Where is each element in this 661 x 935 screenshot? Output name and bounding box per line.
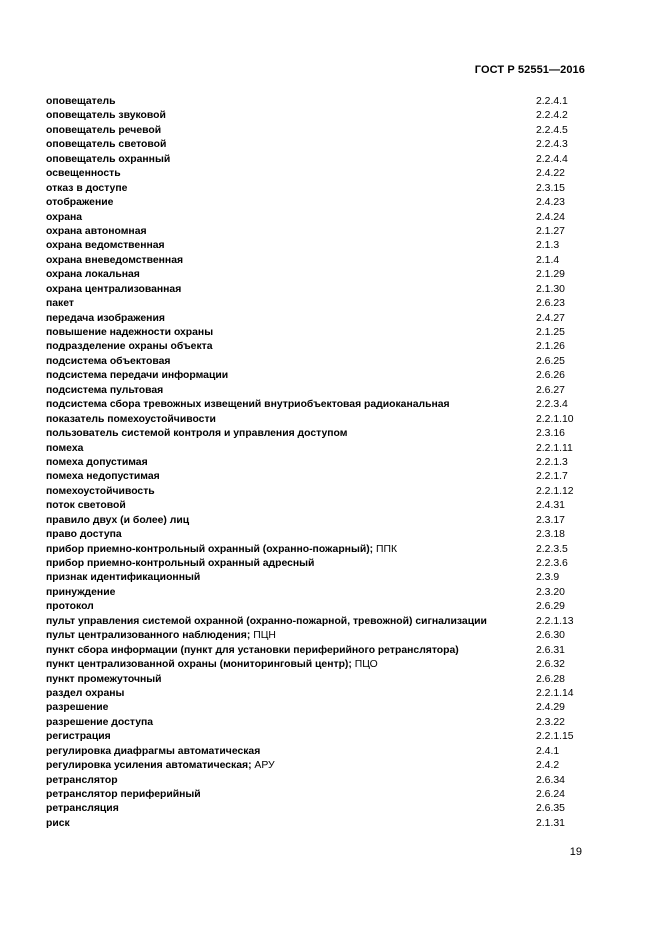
index-term-text: поток световой [46,500,126,512]
index-entry [46,427,586,441]
index-reference-number: 2.6.24 [536,789,565,800]
index-term [46,326,213,340]
index-reference-number: 2.1.3 [536,240,560,252]
index-term-text: охрана локальная [46,269,140,281]
index-entry [46,95,586,109]
index-reference-number: 2.1.31 [536,817,565,829]
index-term [46,774,118,788]
index-entry [46,369,586,383]
index-term-text: ретранслятор [46,774,118,786]
index-term-text: пульт централизованного наблюдения; [46,630,251,642]
index-term-text: помеха [46,442,84,454]
index-term-text: оповещатель речевой [46,124,162,136]
index-reference-number: 2.6.35 [536,803,565,815]
index-term-text: регулировка усиления автоматическая; [46,760,252,772]
index-term [46,543,397,557]
index-term-text: подсистема объектовая [46,355,171,367]
index-reference-number: 2.6.28 [536,673,565,685]
index-term [46,745,260,759]
index-entry [46,730,586,744]
index-reference-number: 2.3.18 [536,529,565,541]
index-entry [46,600,586,614]
index-term-text: помеха допустимая [46,456,148,468]
index-reference-number: 2.4.22 [536,168,565,180]
index-entry [46,384,586,398]
index-reference-number: 2.2.1.7 [536,471,568,483]
index-term-text: пункт промежуточный [46,673,162,685]
index-reference-number: 2.1.4 [536,254,560,266]
term-index-list [46,95,586,831]
index-entry [46,485,586,499]
index-term [46,398,450,412]
index-term-text: отображение [46,197,114,209]
index-term [46,369,228,383]
index-reference-number: 2.6.31 [536,644,565,656]
index-entry [46,499,586,513]
index-term-text: повышение надежности охраны [46,327,214,338]
index-reference-number: 2.6.27 [536,384,565,396]
index-reference-number: 2.2.3.5 [536,543,568,555]
index-term [46,124,161,138]
index-term [46,239,165,253]
index-term-abbreviation: АРУ [251,760,275,772]
index-entry [46,687,586,701]
index-term-text: правило двух (и более) лиц [46,514,190,526]
index-reference-number: 2.4.2 [536,760,560,772]
index-entry [46,138,586,152]
index-term [46,802,119,816]
index-term [46,759,275,773]
index-term-text: освещенность [46,168,121,180]
index-term-text: регистрация [46,731,111,743]
index-term [46,615,487,629]
index-reference-number: 2.4.27 [536,312,565,324]
index-entry [46,470,586,484]
index-term [46,586,115,600]
index-term-text: раздел охраны [46,687,125,699]
index-term-text: право доступа [46,529,122,541]
index-entry [46,167,586,181]
index-reference-number: 2.2.1.12 [536,485,574,497]
index-term [46,514,189,528]
index-reference-number: 2.6.30 [536,630,565,642]
index-entry [46,701,586,715]
index-term [46,730,111,744]
index-entry [46,312,586,326]
index-reference-number: 2.6.26 [536,370,565,382]
index-entry [46,716,586,730]
index-reference-number: 2.3.16 [536,428,565,440]
index-term [46,138,166,152]
index-term [46,701,108,715]
index-entry [46,124,586,138]
index-term [46,600,94,614]
index-entry [46,673,586,687]
index-term [46,817,70,831]
index-reference-number: 2.3.22 [536,716,565,728]
index-entry [46,196,586,210]
index-term [46,644,459,658]
index-reference-number: 2.4.31 [536,500,565,512]
index-term-text: охрана централизованная [46,283,182,295]
index-entry [46,788,586,802]
index-reference-number: 2.2.3.6 [536,558,568,569]
index-entry [46,283,586,297]
index-term [46,312,165,326]
index-term-text: помехоустойчивость [46,485,155,497]
index-entry [46,355,586,369]
index-entry [46,254,586,268]
index-entry [46,413,586,427]
index-term-text: пульт управления системой охранной (охранно-пожарной, тревожной) сигнализации [46,615,487,627]
index-entry [46,774,586,788]
index-term-text: протокол [46,601,94,613]
index-term-text: охрана ведомственная [46,240,165,252]
index-reference-number: 2.2.4.2 [536,110,568,122]
index-term [46,470,160,484]
index-entry [46,225,586,239]
index-term-text: признак идентификационный [46,572,201,584]
index-term [46,268,140,282]
index-term-text: прибор приемно-контрольный охранный (охранно-пожарный); [46,543,374,555]
index-term [46,225,147,239]
index-entry [46,153,586,167]
index-term [46,153,170,167]
index-reference-number: 2.2.4.1 [536,96,568,107]
index-term-text: оповещатель звуковой [46,110,166,122]
index-term [46,499,126,513]
index-reference-number: 2.1.30 [536,283,565,295]
index-term-text: пакет [46,298,74,310]
index-reference-number: 2.4.24 [536,211,565,223]
index-term-text: оповещатель световой [46,139,167,151]
index-term-text: прибор приемно-контрольный охранный адресный [46,558,315,569]
index-entry [46,543,586,557]
index-reference-number: 2.3.15 [536,182,565,194]
index-term-text: оповещатель охранный [46,153,171,165]
index-entry [46,571,586,585]
index-term-text: принуждение [46,586,116,598]
index-term-text: подсистема сбора тревожных извещений внутриобъектовая радиоканальная [46,399,450,411]
index-entry [46,629,586,643]
index-reference-number: 2.1.26 [536,341,565,353]
index-term-text: охрана автономная [46,225,147,237]
index-reference-number: 2.2.4.4 [536,153,568,165]
document-header: ГОСТ Р 52551—2016 [474,64,585,76]
index-term-text: помеха недопустимая [46,471,160,483]
index-entry [46,211,586,225]
index-term [46,340,213,354]
index-term [46,427,347,441]
index-term-text: ретранслятор периферийный [46,789,201,800]
index-term [46,629,276,643]
index-term [46,557,314,571]
index-term [46,355,170,369]
index-reference-number: 2.2.1.11 [536,442,573,454]
index-reference-number: 2.1.27 [536,225,565,237]
index-entry [46,109,586,123]
index-term [46,687,124,701]
index-term-text: охрана вневедомственная [46,254,184,266]
index-reference-number: 2.3.20 [536,586,565,598]
index-reference-number: 2.2.1.13 [536,615,574,627]
index-reference-number: 2.1.25 [536,327,565,338]
index-term-abbreviation: ППК [373,543,398,555]
index-term [46,456,148,470]
index-term [46,442,83,456]
index-reference-number: 2.4.29 [536,702,565,714]
index-term-text: разрешение доступа [46,716,154,728]
index-reference-number: 2.2.4.3 [536,139,568,151]
index-term-text: подсистема передачи информации [46,370,229,382]
index-reference-number: 2.2.1.15 [536,731,574,743]
index-reference-number: 2.2.1.3 [536,456,568,468]
index-reference-number: 2.1.29 [536,269,565,281]
index-term-text: передача изображения [46,312,165,324]
index-term [46,658,378,672]
index-term [46,211,82,225]
index-term-abbreviation: ПЦН [250,630,276,642]
index-reference-number: 2.4.1 [536,745,560,757]
index-entry [46,615,586,629]
index-term-text: подразделение охраны объекта [46,341,213,353]
index-term-text: регулировка диафрагмы автоматическая [46,745,261,757]
index-term [46,485,155,499]
index-reference-number: 2.6.32 [536,659,565,671]
index-entry [46,182,586,196]
index-reference-number: 2.2.4.5 [536,124,568,136]
index-term-text: ретрансляция [46,803,119,815]
index-reference-number: 2.6.25 [536,355,565,367]
index-term [46,182,127,196]
index-reference-number: 2.6.23 [536,298,565,310]
index-term-text: риск [46,817,70,829]
index-entry [46,658,586,672]
index-reference-number: 2.4.23 [536,197,565,209]
index-reference-number: 2.2.1.14 [536,687,574,699]
index-entry [46,586,586,600]
index-entry [46,745,586,759]
index-reference-number: 2.6.29 [536,601,565,613]
index-term-text: пункт централизованной охраны (мониторинговый центр); [46,659,352,671]
index-term [46,196,113,210]
index-entry [46,817,586,831]
index-term [46,673,162,687]
index-term [46,788,201,802]
index-term [46,528,122,542]
index-term-text: отказ в доступе [46,182,128,194]
index-term-text: разрешение [46,702,109,714]
index-term-text: подсистема пультовая [46,384,164,396]
index-term [46,254,183,268]
index-entry [46,297,586,311]
index-entry [46,398,586,412]
index-term [46,109,166,123]
index-reference-number: 2.2.1.10 [536,413,574,425]
index-term [46,413,216,427]
index-entry [46,802,586,816]
index-term-text: оповещатель [46,96,116,107]
index-term [46,167,121,181]
index-term [46,297,74,311]
index-term [46,571,200,585]
index-entry [46,268,586,282]
index-entry [46,442,586,456]
index-term [46,384,163,398]
index-term-text: пользователь системой контроля и управления доступом [46,428,348,440]
index-entry [46,239,586,253]
index-entry [46,644,586,658]
index-term-text: охрана [46,211,83,223]
index-term-abbreviation: ПЦО [351,659,378,671]
index-term [46,716,153,730]
index-term [46,95,116,109]
index-reference-number: 2.3.17 [536,514,565,526]
index-reference-number: 2.6.34 [536,774,565,786]
index-term-text: показатель помехоустойчивости [46,413,216,425]
index-entry [46,514,586,528]
index-reference-number: 2.3.9 [536,572,560,584]
index-entry [46,456,586,470]
index-entry [46,759,586,773]
index-entry [46,557,586,571]
index-term-text: пункт сбора информации (пункт для установки периферийного ретранслятора) [46,644,459,656]
index-term [46,283,181,297]
index-reference-number: 2.2.3.4 [536,399,568,411]
page-number: 19 [569,846,582,858]
index-entry [46,528,586,542]
index-entry [46,326,586,340]
index-entry [46,340,586,354]
